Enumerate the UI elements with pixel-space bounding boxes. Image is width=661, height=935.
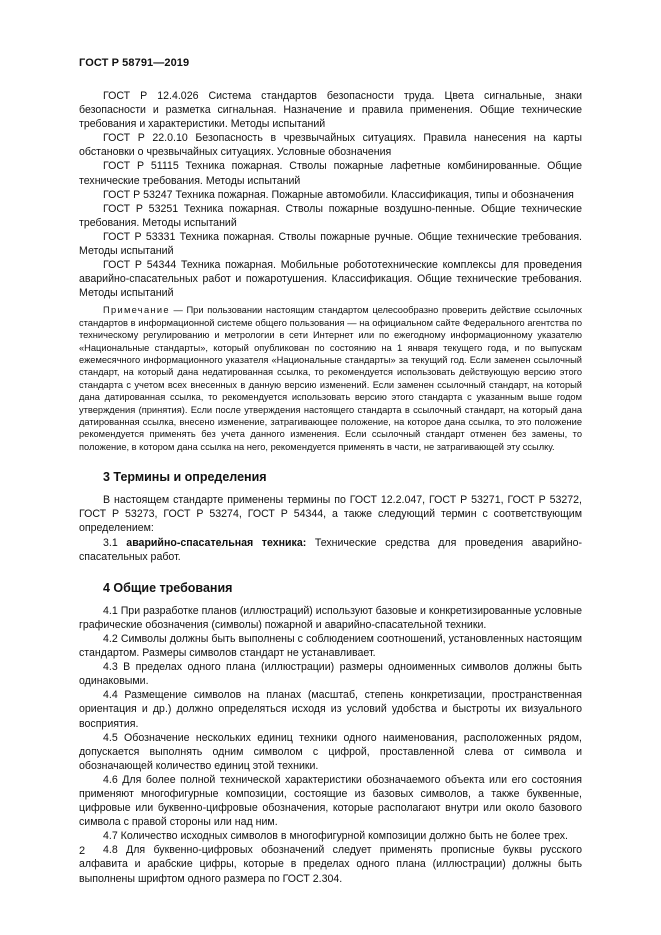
term-definition bbox=[79, 536, 582, 564]
note-label: Примечание bbox=[103, 305, 170, 316]
section-4-title: 4 Общие требования bbox=[103, 580, 233, 595]
reference-item: ГОСТ Р 53331 Техника пожарная. Стволы пожарные ручные. Общие технические требования. Методы испытаний bbox=[79, 230, 582, 258]
requirement-paragraph: 4.7 Количество исходных символов в многофигурной композиции должно быть не более трех. bbox=[103, 830, 568, 843]
references-list bbox=[79, 89, 582, 300]
page-number: 2 bbox=[79, 845, 86, 857]
reference-item: ГОСТ Р 53251 Техника пожарная. Стволы пожарные воздушно-пенные. Общие технические требования. Методы испытаний bbox=[79, 202, 582, 229]
reference-item: ГОСТ Р 51115 Техника пожарная. Стволы пожарные лафетные комбинированные. Общие технические требования. Методы испытаний bbox=[79, 160, 582, 187]
section-3-intro: В настоящем стандарте применены термины по ГОСТ 12.2.047, ГОСТ Р 53271, ГОСТ Р 53272, ГОСТ Р 53273, ГОСТ Р 53274, ГОСТ Р 54344, а также следующий термин с соответствующим определением: bbox=[79, 494, 582, 535]
reference-item: ГОСТ Р 54344 Техника пожарная. Мобильные робототехнические комплексы для проведения аварийно-спасательных работ и пожаротушения. Классификация. Общие технические требования. Методы испытаний bbox=[79, 259, 582, 300]
section-3-title: 3 Термины и определения bbox=[103, 470, 267, 485]
reference-item: ГОСТ Р 53247 Техника пожарная. Пожарные автомобили. Классификация, типы и обозначения bbox=[103, 188, 574, 201]
term-number: 3.1 bbox=[103, 536, 118, 549]
requirement-paragraph: 4.2 Символы должны быть выполнены с соблюдением соотношений, установленных настоящим стандартом. Размеры символов стандарт не устанавливает. bbox=[79, 632, 582, 660]
requirement-paragraph: 4.5 Обозначение нескольких единиц техники одного наименования, расположенных рядом, допускается выполнять одним символом с цифрой, проставленной слева от символа и обозначающей количество единиц этой техники. bbox=[79, 731, 582, 772]
note-paragraph bbox=[79, 304, 582, 453]
term-definition-text: Технические средства для проведения аварийно-спасательных работ. bbox=[79, 536, 582, 563]
requirement-paragraph: 4.6 Для более полной технической характеристики обозначаемого объекта или его состояния применяют многофигурные композиции, состоящие из базовых символов, а также буквенные, цифровые или буквенно-цифровые обозначения, которые располагают внутри или около базового символа с правой стороны или над ним. bbox=[79, 773, 582, 829]
requirement-paragraph: 4.3 В пределах одного плана (иллюстрации) размеры одноименных символов должны быть одинаковыми. bbox=[79, 661, 582, 688]
requirement-paragraph: 4.4 Размещение символов на планах (масштаб, степень конкретизации, пространственная ориентация и др.) должно определяться исходя из условий удобства и быстроты их визуального восприятия. bbox=[79, 689, 582, 730]
note-text: — При пользовании настоящим стандартом целесообразно проверить действие ссылочных стандартов в информационной системе общего пользования — на официальном сайте Федерального агентства по техническому регулированию и метрологии в сети Интернет или по ежегодному информационному указателю «Национальные стандарты», который опубликован по состоянию на 1 января текущего года, и по выпускам ежемесячного информационного указателя «Национальные стандарты» за текущий год. Если заменен ссылочный стандарт, на который дана недатированная ссылка, то рекомендуется использовать действующую версию этого стандарта с учетом всех внесенных в данную версию изменений. Если заменен ссылочный стандарт, на который дана датированная ссылка, то рекомендуется использовать версию этого стандарта с указанным выше годом утверждения (принятия). Если после утверждения настоящего стандарта в ссылочный стандарт, на который дана датированная ссылка, внесено изменение, затрагивающее положение, на которое дана ссылка, то это положение рекомендуется применять без учета данного изменения. Если ссылочный стандарт отменен без замены, то положение, в котором дана ссылка на него, рекомендуется применять в части, не затрагивающей эту ссылку. bbox=[79, 305, 582, 452]
requirement-paragraph: 4.8 Для буквенно-цифровых обозначений следует применять прописные буквы русского алфавита и арабские цифры, которые в пределах одного плана (иллюстрации) должны быть выполнены шрифтом одного размера по ГОСТ 2.304. bbox=[79, 844, 582, 885]
term-name: аварийно-спасательная техника: bbox=[126, 536, 307, 549]
requirement-paragraph: 4.1 При разработке планов (иллюстраций) используют базовые и конкретизированные условные графические обозначения (символы) пожарной и аварийно-спасательной техники. bbox=[79, 604, 582, 631]
document-header: ГОСТ Р 58791—2019 bbox=[79, 57, 190, 69]
reference-item: ГОСТ Р 12.4.026 Система стандартов безопасности труда. Цвета сигнальные, знаки безопасности и разметка сигнальная. Назначение и правила применения. Общие технические требования и характеристики. Методы испытаний bbox=[79, 90, 582, 131]
document-body bbox=[79, 89, 582, 886]
reference-item: ГОСТ Р 22.0.10 Безопасность в чрезвычайных ситуациях. Правила нанесения на карты обстановки о чрезвычайных ситуациях. Условные обозначения bbox=[79, 132, 582, 159]
